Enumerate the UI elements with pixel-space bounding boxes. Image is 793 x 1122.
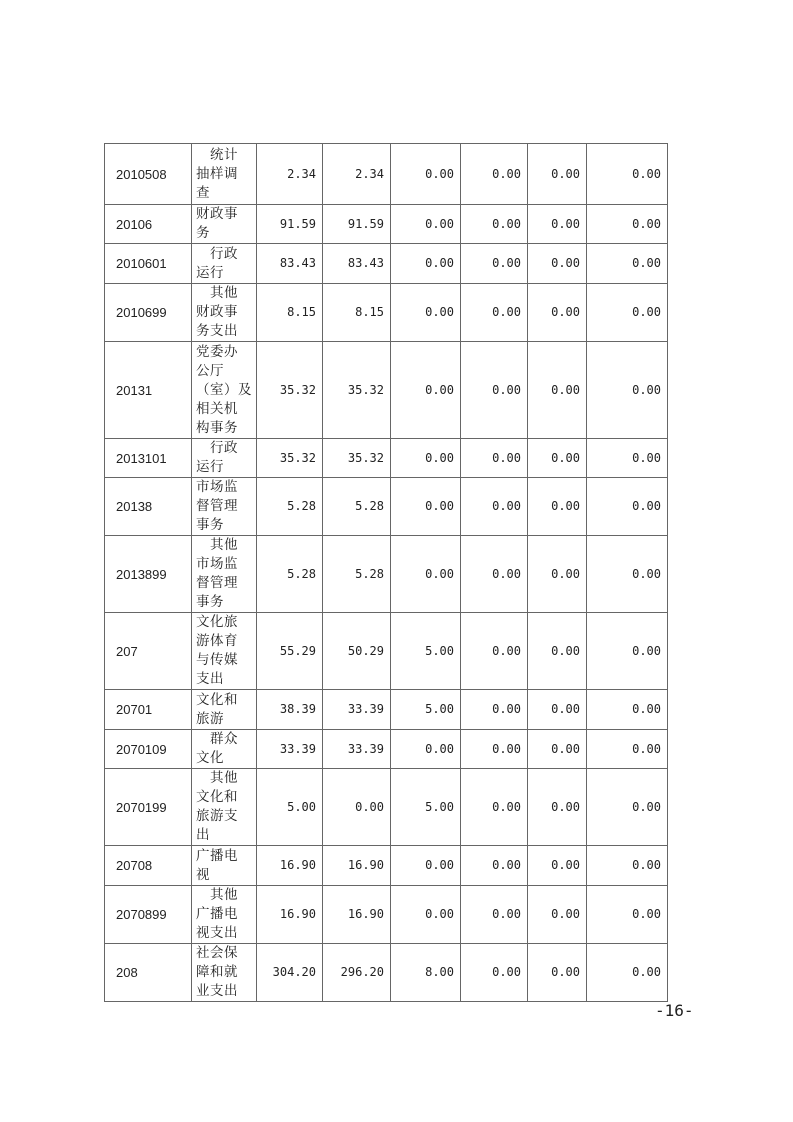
subject-name-line: （室）及 bbox=[196, 381, 252, 398]
amount-cell: 83.43 bbox=[257, 244, 323, 284]
amount-cell: 0.00 bbox=[461, 886, 528, 944]
page-number: -16- bbox=[655, 1001, 694, 1020]
subject-code-cell: 2013101 bbox=[105, 439, 192, 478]
subject-name-line: 督管理 bbox=[196, 575, 238, 591]
amount-cell: 16.90 bbox=[323, 846, 391, 886]
amount-cell: 0.00 bbox=[391, 730, 461, 769]
amount-cell: 2.34 bbox=[257, 144, 323, 205]
subject-name-line: 事务 bbox=[196, 517, 224, 533]
amount-cell: 0.00 bbox=[391, 439, 461, 478]
amount-cell: 33.39 bbox=[323, 730, 391, 769]
subject-code-cell: 208 bbox=[105, 944, 192, 1002]
amount-cell: 0.00 bbox=[461, 205, 528, 244]
subject-name-line: 业支出 bbox=[196, 983, 238, 999]
subject-name-line: 群众 bbox=[196, 731, 238, 747]
amount-cell: 2.34 bbox=[323, 144, 391, 205]
amount-cell: 0.00 bbox=[461, 342, 528, 439]
amount-cell: 0.00 bbox=[587, 439, 668, 478]
subject-name-cell bbox=[192, 944, 257, 1002]
amount-cell: 5.00 bbox=[391, 613, 461, 690]
amount-cell: 304.20 bbox=[257, 944, 323, 1002]
amount-cell: 0.00 bbox=[323, 769, 391, 846]
table-row bbox=[105, 439, 668, 478]
amount-cell: 16.90 bbox=[257, 886, 323, 944]
subject-name-line: 行政 bbox=[196, 245, 238, 262]
amount-cell: 0.00 bbox=[587, 690, 668, 730]
amount-cell: 8.00 bbox=[391, 944, 461, 1002]
amount-cell: 0.00 bbox=[391, 478, 461, 536]
subject-name-line: 运行 bbox=[196, 264, 224, 281]
amount-cell: 35.32 bbox=[257, 342, 323, 439]
amount-cell: 0.00 bbox=[528, 205, 587, 244]
amount-cell: 296.20 bbox=[323, 944, 391, 1002]
table-row bbox=[105, 244, 668, 284]
subject-name-line: 文化和 bbox=[196, 789, 238, 805]
subject-code-cell: 20106 bbox=[105, 205, 192, 244]
amount-cell: 5.28 bbox=[257, 536, 323, 613]
amount-cell: 0.00 bbox=[587, 886, 668, 944]
subject-code-cell: 2070109 bbox=[105, 730, 192, 769]
amount-cell: 8.15 bbox=[257, 284, 323, 342]
subject-name-line: 公厅 bbox=[196, 362, 224, 379]
amount-cell: 38.39 bbox=[257, 690, 323, 730]
table-row bbox=[105, 730, 668, 769]
amount-cell: 0.00 bbox=[391, 886, 461, 944]
subject-name-line: 社会保 bbox=[196, 945, 238, 961]
amount-cell: 33.39 bbox=[257, 730, 323, 769]
subject-name-line: 视 bbox=[196, 866, 210, 883]
subject-name-line: 文化旅 bbox=[196, 614, 238, 630]
amount-cell: 0.00 bbox=[587, 944, 668, 1002]
subject-name-line: 查 bbox=[196, 184, 210, 201]
table-row bbox=[105, 478, 668, 536]
subject-name-line: 其他 bbox=[196, 887, 238, 903]
amount-cell: 0.00 bbox=[391, 205, 461, 244]
amount-cell: 0.00 bbox=[391, 144, 461, 205]
subject-name-cell bbox=[192, 342, 257, 439]
subject-name-cell bbox=[192, 886, 257, 944]
subject-code-cell: 2013899 bbox=[105, 536, 192, 613]
subject-name-cell bbox=[192, 244, 257, 284]
subject-name-line: 视支出 bbox=[196, 925, 238, 941]
amount-cell: 0.00 bbox=[391, 244, 461, 284]
amount-cell: 83.43 bbox=[323, 244, 391, 284]
amount-cell: 55.29 bbox=[257, 613, 323, 690]
subject-name-cell bbox=[192, 439, 257, 478]
amount-cell: 0.00 bbox=[391, 284, 461, 342]
amount-cell: 0.00 bbox=[461, 613, 528, 690]
amount-cell: 0.00 bbox=[528, 439, 587, 478]
amount-cell: 0.00 bbox=[461, 284, 528, 342]
amount-cell: 8.15 bbox=[323, 284, 391, 342]
subject-code-cell: 2010508 bbox=[105, 144, 192, 205]
subject-name-line: 党委办 bbox=[196, 343, 238, 360]
subject-name-line: 其他 bbox=[196, 285, 238, 301]
amount-cell: 0.00 bbox=[528, 478, 587, 536]
amount-cell: 5.00 bbox=[257, 769, 323, 846]
subject-name-line: 与传媒 bbox=[196, 652, 238, 668]
amount-cell: 0.00 bbox=[587, 205, 668, 244]
subject-name-cell bbox=[192, 144, 257, 205]
subject-name-cell bbox=[192, 690, 257, 730]
amount-cell: 5.28 bbox=[323, 536, 391, 613]
amount-cell: 5.00 bbox=[391, 769, 461, 846]
subject-name-line: 支出 bbox=[196, 671, 224, 687]
amount-cell: 0.00 bbox=[461, 769, 528, 846]
subject-name-line: 事务 bbox=[196, 594, 224, 610]
amount-cell: 5.00 bbox=[391, 690, 461, 730]
subject-name-line: 督管理 bbox=[196, 498, 238, 514]
amount-cell: 0.00 bbox=[461, 144, 528, 205]
amount-cell: 0.00 bbox=[461, 846, 528, 886]
subject-name-line: 务支出 bbox=[196, 323, 238, 339]
subject-name-cell bbox=[192, 205, 257, 244]
amount-cell: 0.00 bbox=[528, 886, 587, 944]
table-row bbox=[105, 613, 668, 690]
amount-cell: 0.00 bbox=[587, 244, 668, 284]
amount-cell: 35.32 bbox=[257, 439, 323, 478]
amount-cell: 91.59 bbox=[257, 205, 323, 244]
amount-cell: 0.00 bbox=[461, 690, 528, 730]
amount-cell: 0.00 bbox=[528, 613, 587, 690]
subject-name-line: 务 bbox=[196, 225, 210, 241]
subject-name-line: 障和就 bbox=[196, 964, 238, 980]
subject-name-line: 其他 bbox=[196, 537, 238, 553]
amount-cell: 35.32 bbox=[323, 439, 391, 478]
amount-cell: 5.28 bbox=[323, 478, 391, 536]
amount-cell: 33.39 bbox=[323, 690, 391, 730]
subject-name-line: 相关机 bbox=[196, 400, 238, 417]
subject-name-line: 运行 bbox=[196, 459, 224, 475]
amount-cell: 0.00 bbox=[391, 536, 461, 613]
subject-name-line: 旅游支 bbox=[196, 808, 238, 824]
amount-cell: 91.59 bbox=[323, 205, 391, 244]
amount-cell: 5.28 bbox=[257, 478, 323, 536]
subject-name-line: 文化和 bbox=[196, 691, 238, 708]
subject-name-line: 统计 bbox=[196, 146, 238, 163]
amount-cell: 0.00 bbox=[587, 144, 668, 205]
amount-cell: 0.00 bbox=[587, 284, 668, 342]
subject-code-cell: 207 bbox=[105, 613, 192, 690]
subject-name-line: 构事务 bbox=[196, 419, 238, 436]
subject-name-line: 市场监 bbox=[196, 479, 238, 495]
amount-cell: 0.00 bbox=[528, 284, 587, 342]
subject-name-cell bbox=[192, 769, 257, 846]
amount-cell: 0.00 bbox=[528, 846, 587, 886]
subject-code-cell: 20131 bbox=[105, 342, 192, 439]
amount-cell: 0.00 bbox=[461, 244, 528, 284]
amount-cell: 0.00 bbox=[528, 244, 587, 284]
amount-cell: 0.00 bbox=[528, 944, 587, 1002]
subject-name-cell bbox=[192, 846, 257, 886]
amount-cell: 16.90 bbox=[323, 886, 391, 944]
budget-table bbox=[104, 143, 668, 1002]
amount-cell: 0.00 bbox=[528, 144, 587, 205]
subject-name-line: 财政事 bbox=[196, 304, 238, 320]
amount-cell: 0.00 bbox=[391, 342, 461, 439]
amount-cell: 16.90 bbox=[257, 846, 323, 886]
amount-cell: 0.00 bbox=[587, 342, 668, 439]
amount-cell: 0.00 bbox=[528, 342, 587, 439]
amount-cell: 0.00 bbox=[461, 536, 528, 613]
amount-cell: 0.00 bbox=[587, 613, 668, 690]
amount-cell: 0.00 bbox=[587, 536, 668, 613]
subject-name-cell bbox=[192, 730, 257, 769]
subject-name-line: 出 bbox=[196, 827, 210, 843]
amount-cell: 0.00 bbox=[587, 478, 668, 536]
subject-name-cell bbox=[192, 536, 257, 613]
subject-name-line: 抽样调 bbox=[196, 165, 238, 182]
amount-cell: 0.00 bbox=[587, 730, 668, 769]
amount-cell: 0.00 bbox=[528, 730, 587, 769]
subject-code-cell: 20138 bbox=[105, 478, 192, 536]
subject-name-line: 财政事 bbox=[196, 206, 238, 222]
table-row bbox=[105, 536, 668, 613]
table-row bbox=[105, 690, 668, 730]
subject-name-line: 文化 bbox=[196, 750, 224, 766]
table-row bbox=[105, 846, 668, 886]
amount-cell: 0.00 bbox=[391, 846, 461, 886]
subject-name-cell bbox=[192, 284, 257, 342]
subject-name-line: 市场监 bbox=[196, 556, 238, 572]
subject-name-cell bbox=[192, 613, 257, 690]
subject-code-cell: 20701 bbox=[105, 690, 192, 730]
amount-cell: 0.00 bbox=[461, 730, 528, 769]
subject-code-cell: 2070199 bbox=[105, 769, 192, 846]
subject-code-cell: 2010699 bbox=[105, 284, 192, 342]
amount-cell: 0.00 bbox=[461, 439, 528, 478]
table-row bbox=[105, 284, 668, 342]
subject-name-line: 行政 bbox=[196, 440, 238, 456]
amount-cell: 0.00 bbox=[528, 690, 587, 730]
amount-cell: 0.00 bbox=[528, 536, 587, 613]
amount-cell: 0.00 bbox=[587, 769, 668, 846]
subject-name-cell bbox=[192, 478, 257, 536]
table-row bbox=[105, 769, 668, 846]
table-row bbox=[105, 144, 668, 205]
subject-name-line: 游体育 bbox=[196, 633, 238, 649]
amount-cell: 0.00 bbox=[528, 769, 587, 846]
amount-cell: 0.00 bbox=[461, 944, 528, 1002]
amount-cell: 0.00 bbox=[587, 846, 668, 886]
table-row bbox=[105, 886, 668, 944]
amount-cell: 0.00 bbox=[461, 478, 528, 536]
subject-code-cell: 2070899 bbox=[105, 886, 192, 944]
table-row bbox=[105, 342, 668, 439]
amount-cell: 50.29 bbox=[323, 613, 391, 690]
table-row bbox=[105, 205, 668, 244]
subject-name-line: 旅游 bbox=[196, 710, 224, 727]
subject-name-line: 广播电 bbox=[196, 847, 238, 864]
table-body bbox=[105, 144, 668, 1002]
amount-cell: 35.32 bbox=[323, 342, 391, 439]
subject-name-line: 广播电 bbox=[196, 906, 238, 922]
subject-code-cell: 2010601 bbox=[105, 244, 192, 284]
table-row bbox=[105, 944, 668, 1002]
subject-name-line: 其他 bbox=[196, 770, 238, 786]
subject-code-cell: 20708 bbox=[105, 846, 192, 886]
